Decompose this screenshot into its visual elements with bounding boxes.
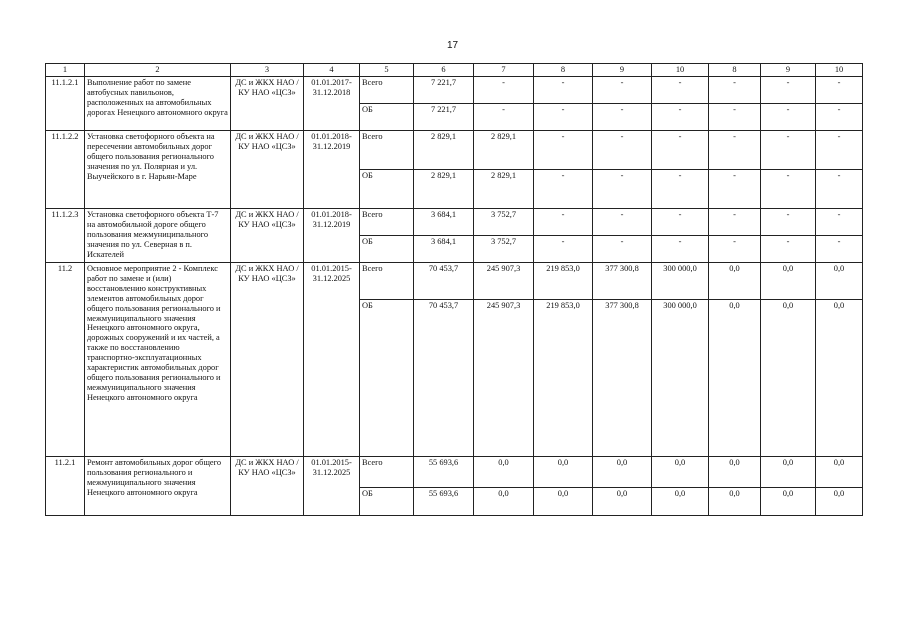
value-cell: 7 221,7 [414, 104, 474, 131]
column-header: 9 [761, 64, 816, 77]
value-cell: - [534, 209, 593, 236]
item-code: 11.1.2.3 [46, 209, 85, 263]
item-name: Установка светофорного объекта на пересечении автомобильных дорог общего пользования регионального значения по ул. Полярная и ул. Выучейского в г. Нарьян-Маре [85, 131, 231, 209]
value-cell: - [761, 236, 816, 263]
value-cell: 7 221,7 [414, 77, 474, 104]
funding-type: Всего [360, 209, 414, 236]
value-cell: 0,0 [474, 488, 534, 516]
value-cell: - [652, 209, 709, 236]
value-cell: 0,0 [761, 488, 816, 516]
column-header: 8 [534, 64, 593, 77]
column-header: 9 [593, 64, 652, 77]
value-cell: - [709, 236, 761, 263]
value-cell: - [816, 131, 863, 170]
value-cell: - [534, 104, 593, 131]
value-cell: 377 300,8 [593, 263, 652, 300]
column-number-row [46, 64, 863, 77]
value-cell: - [761, 77, 816, 104]
value-cell: 0,0 [534, 488, 593, 516]
value-cell: - [534, 170, 593, 209]
table-row [46, 263, 863, 300]
item-name: Выполнение работ по замене автобусных павильонов, расположенных на автомобильных дорогах Ненецкого автономного округа [85, 77, 231, 131]
value-cell: - [709, 77, 761, 104]
column-header: 5 [360, 64, 414, 77]
item-executor: ДС и ЖКХ НАО / КУ НАО «ЦСЗ» [231, 209, 304, 263]
item-executor: ДС и ЖКХ НАО / КУ НАО «ЦСЗ» [231, 457, 304, 516]
value-cell: - [652, 131, 709, 170]
value-cell: 0,0 [474, 457, 534, 488]
column-header: 6 [414, 64, 474, 77]
value-cell: - [761, 170, 816, 209]
value-cell: - [709, 131, 761, 170]
value-cell: 0,0 [709, 488, 761, 516]
item-period: 01.01.2018-31.12.2019 [304, 209, 360, 263]
value-cell: - [652, 236, 709, 263]
funding-type: ОБ [360, 104, 414, 131]
funding-type: ОБ [360, 236, 414, 263]
value-cell: 0,0 [593, 457, 652, 488]
column-header: 4 [304, 64, 360, 77]
column-header: 2 [85, 64, 231, 77]
table-row [46, 457, 863, 488]
value-cell: - [709, 104, 761, 131]
value-cell: - [593, 209, 652, 236]
item-executor: ДС и ЖКХ НАО / КУ НАО «ЦСЗ» [231, 131, 304, 209]
value-cell: - [816, 104, 863, 131]
value-cell: 300 000,0 [652, 300, 709, 457]
value-cell: 0,0 [761, 263, 816, 300]
item-code: 11.2 [46, 263, 85, 457]
table-row [46, 131, 863, 170]
value-cell: 0,0 [816, 457, 863, 488]
value-cell: 0,0 [709, 457, 761, 488]
column-header: 8 [709, 64, 761, 77]
funding-type: ОБ [360, 300, 414, 457]
value-cell: 55 693,6 [414, 457, 474, 488]
value-cell: - [761, 131, 816, 170]
value-cell: 2 829,1 [474, 170, 534, 209]
value-cell: 219 853,0 [534, 263, 593, 300]
value-cell: 70 453,7 [414, 300, 474, 457]
item-period: 01.01.2015-31.12.2025 [304, 457, 360, 516]
value-cell: 0,0 [816, 263, 863, 300]
funding-type: Всего [360, 457, 414, 488]
value-cell: 0,0 [709, 300, 761, 457]
value-cell: - [593, 77, 652, 104]
value-cell: - [816, 236, 863, 263]
value-cell: 2 829,1 [474, 131, 534, 170]
value-cell: 70 453,7 [414, 263, 474, 300]
column-header: 10 [816, 64, 863, 77]
value-cell: - [534, 77, 593, 104]
item-name: Основное мероприятие 2 - Комплекс работ по замене и (или) восстановлению конструктивных элементов автомобильных дорог общего пользования регионального и межмуниципального значения Ненецкого автономного округа, дорожных сооружений и их частей, а также по восстановлению транспортно-эксплуатационных характеристик автомобильных дорог общего пользования регионального и межмуниципального значения Ненецкого автономного округа [85, 263, 231, 457]
value-cell: - [593, 131, 652, 170]
value-cell: 245 907,3 [474, 263, 534, 300]
value-cell: - [816, 209, 863, 236]
value-cell: - [593, 104, 652, 131]
value-cell: - [652, 170, 709, 209]
value-cell: - [761, 104, 816, 131]
table-row [46, 77, 863, 104]
value-cell: 0,0 [534, 457, 593, 488]
value-cell: 0,0 [816, 300, 863, 457]
funding-type: ОБ [360, 488, 414, 516]
funding-type: Всего [360, 263, 414, 300]
value-cell: 2 829,1 [414, 170, 474, 209]
value-cell: 245 907,3 [474, 300, 534, 457]
value-cell: - [761, 209, 816, 236]
item-period: 01.01.2018-31.12.2019 [304, 131, 360, 209]
item-code: 11.1.2.1 [46, 77, 85, 131]
value-cell: - [474, 77, 534, 104]
value-cell: 377 300,8 [593, 300, 652, 457]
value-cell: 55 693,6 [414, 488, 474, 516]
value-cell: 3 684,1 [414, 209, 474, 236]
program-table [45, 63, 863, 516]
funding-type: Всего [360, 77, 414, 104]
value-cell: 0,0 [652, 488, 709, 516]
item-period: 01.01.2017-31.12.2018 [304, 77, 360, 131]
item-executor: ДС и ЖКХ НАО / КУ НАО «ЦСЗ» [231, 77, 304, 131]
column-header: 1 [46, 64, 85, 77]
value-cell: - [593, 236, 652, 263]
value-cell: 3 752,7 [474, 209, 534, 236]
item-name: Установка светофорного объекта Т-7 на автомобильной дороге общего пользования межмуниципального значения по ул. Северная в п. Искателей [85, 209, 231, 263]
value-cell: 0,0 [709, 263, 761, 300]
value-cell: 0,0 [652, 457, 709, 488]
value-cell: 0,0 [593, 488, 652, 516]
value-cell: - [474, 104, 534, 131]
value-cell: - [816, 77, 863, 104]
page-number: 17 [446, 40, 459, 51]
column-header: 7 [474, 64, 534, 77]
value-cell: - [534, 236, 593, 263]
value-cell: 3 684,1 [414, 236, 474, 263]
value-cell: 300 000,0 [652, 263, 709, 300]
value-cell: 3 752,7 [474, 236, 534, 263]
value-cell: 2 829,1 [414, 131, 474, 170]
value-cell: - [534, 131, 593, 170]
item-code: 11.2.1 [46, 457, 85, 516]
value-cell: - [709, 170, 761, 209]
item-period: 01.01.2015-31.12.2025 [304, 263, 360, 457]
item-name: Ремонт автомобильных дорог общего пользования регионального и межмуниципального значения Ненецкого автономного округа [85, 457, 231, 516]
column-header: 10 [652, 64, 709, 77]
value-cell: 0,0 [761, 457, 816, 488]
column-header: 3 [231, 64, 304, 77]
value-cell: 0,0 [816, 488, 863, 516]
table-row [46, 209, 863, 236]
value-cell: - [652, 77, 709, 104]
funding-type: ОБ [360, 170, 414, 209]
funding-type: Всего [360, 131, 414, 170]
value-cell: - [709, 209, 761, 236]
item-code: 11.1.2.2 [46, 131, 85, 209]
value-cell: 0,0 [761, 300, 816, 457]
value-cell: 219 853,0 [534, 300, 593, 457]
value-cell: - [652, 104, 709, 131]
value-cell: - [593, 170, 652, 209]
item-executor: ДС и ЖКХ НАО / КУ НАО «ЦСЗ» [231, 263, 304, 457]
value-cell: - [816, 170, 863, 209]
